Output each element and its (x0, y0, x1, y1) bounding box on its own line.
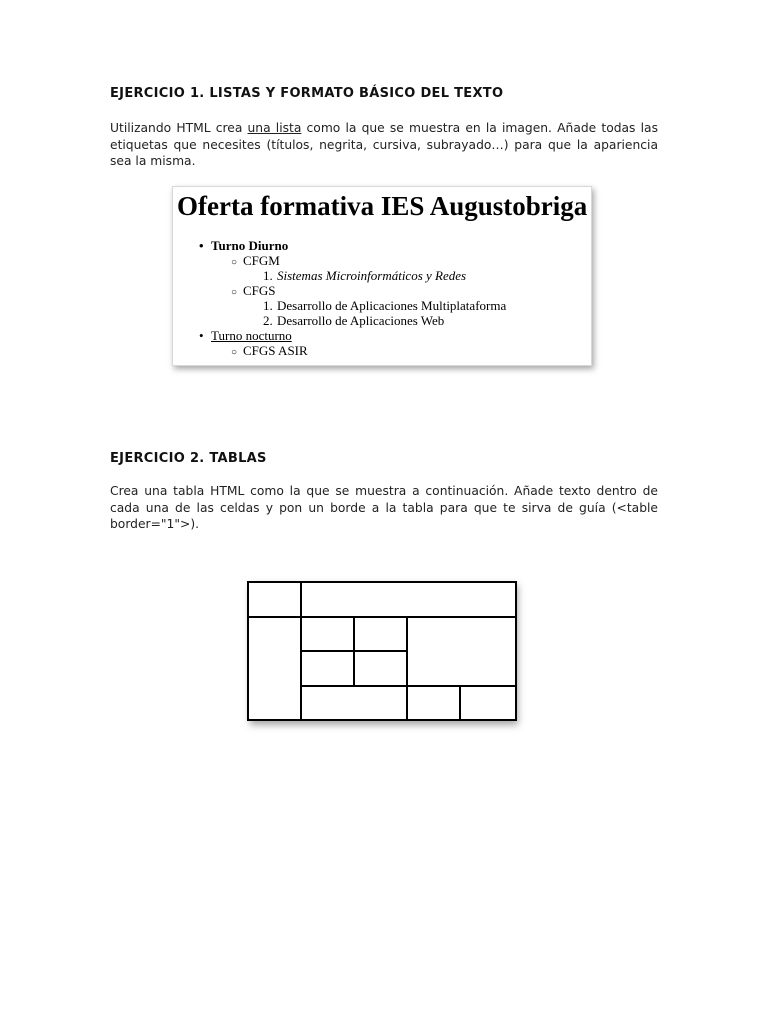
list-item-label: CFGM (243, 253, 280, 268)
disc-bullet-icon: • (199, 238, 204, 253)
table-cell (407, 617, 516, 686)
table-cell (354, 651, 407, 686)
circle-bullet-icon: ○ (231, 257, 238, 268)
list-number: 1. (263, 298, 273, 313)
instructions-text-end: como la que se muestra en la imagen. Añade todas las etiquetas que necesites (títulos, negrita, cursiva, subrayado…) para que la apariencia sea la misma. (110, 121, 658, 168)
circle-bullet-icon: ○ (231, 287, 238, 298)
table-cell (248, 582, 301, 617)
table-row (248, 617, 516, 652)
underlined-text: una lista (247, 121, 302, 135)
list-item-label: CFGS (243, 283, 276, 298)
exercise-1-heading: EJERCICIO 1. LISTAS Y FORMATO BÁSICO DEL TEXTO (110, 86, 504, 101)
instructions-text-start: Utilizando HTML crea (110, 121, 248, 135)
list-number: 1. (263, 268, 273, 283)
list-item-label: Desarrollo de Aplicaciones Multiplataforma (277, 298, 507, 313)
list-item-sistemas-microinformaticos (263, 268, 466, 283)
list-item-label: CFGS ASIR (243, 343, 308, 358)
list-item-turno-nocturno (199, 328, 292, 343)
list-item-cfgs-asir (231, 343, 308, 360)
table-cell (407, 686, 460, 721)
list-example-image (172, 186, 592, 366)
table-cell (460, 686, 516, 721)
table-cell (301, 651, 354, 686)
exercise-2-instructions: Crea una tabla HTML como la que se muestra a continuación. Añade texto dentro de cada una de las celdas y pon un borde a la tabla para que te sirva de guía (<table border="1">). (110, 484, 658, 531)
list-item-label: Turno nocturno (211, 328, 292, 343)
exercise-2-heading: EJERCICIO 2. TABLAS (110, 451, 267, 466)
table-cell (354, 617, 407, 652)
exercise-1-instructions (110, 120, 658, 170)
table-cell (248, 617, 301, 721)
list-item-label: Desarrollo de Aplicaciones Web (277, 313, 445, 328)
circle-bullet-icon: ○ (231, 347, 238, 358)
list-example-title: Oferta formativa IES Augustobriga (177, 191, 588, 221)
disc-bullet-icon: • (199, 328, 204, 343)
list-item-label: Turno Diurno (211, 238, 289, 253)
list-item-turno-diurno (199, 238, 288, 253)
table-layout-diagram (247, 581, 517, 721)
table-cell (301, 582, 516, 617)
list-item-label: Sistemas Microinformáticos y Redes (277, 268, 467, 283)
list-item-dam (263, 298, 506, 313)
list-item-daw (263, 313, 444, 328)
table-cell (301, 617, 354, 652)
table-example-image (247, 581, 515, 721)
table-row (248, 582, 516, 617)
list-number: 2. (263, 313, 273, 328)
table-cell (301, 686, 407, 721)
